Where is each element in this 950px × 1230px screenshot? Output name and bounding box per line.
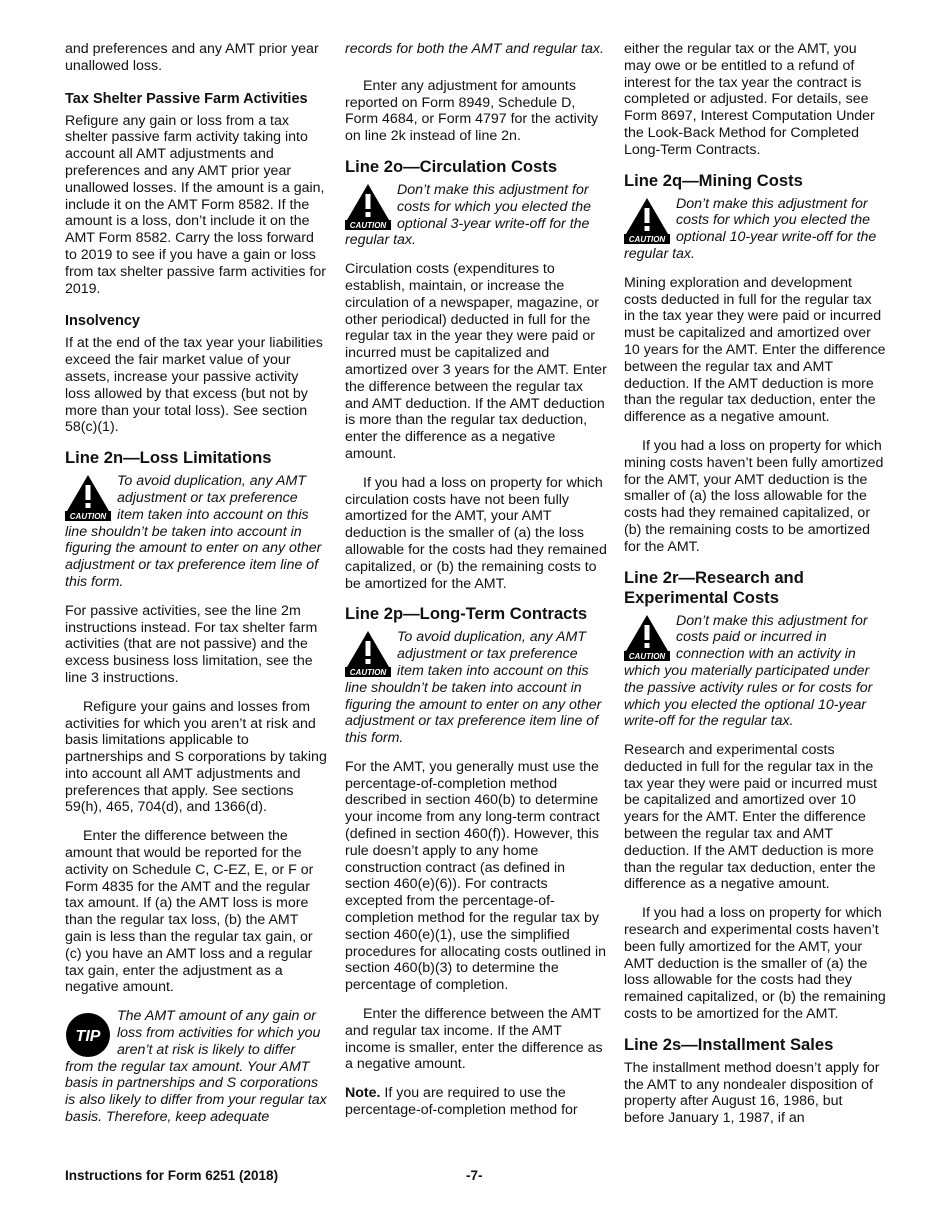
paragraph: Refigure your gains and losses from activities for which you aren’t at risk and basis limitations applicable to partnerships and S corporations by taking into account all AMT adjustments and preferences that apply. See sections 59(h), 465, 704(d), and 1366(d).: [65, 698, 327, 816]
paragraph: For passive activities, see the line 2m instructions instead. For tax shelter farm activities (that are not passive) and the excess business loss limitation, see the line 3 instructions.: [65, 602, 318, 686]
caution-icon: [345, 182, 391, 230]
caution-note: CAUTION Don’t make this adjustment for costs paid or incurred in connection with an activity in which you materially participated under the passive activity rules or for costs for which you elected the optional 10-year write-off for the regular tax.: [624, 612, 873, 730]
caution-note: CAUTION Don’t make this adjustment for costs for which you elected the optional 3-year write-off for the regular tax.: [345, 181, 591, 249]
paragraph: records for both the AMT and regular tax.: [345, 41, 604, 57]
heading-line-2q: Line 2q—Mining Costs: [624, 170, 803, 190]
column-1: [65, 41, 327, 1126]
heading-line-2s: Line 2s—Installment Sales: [624, 1034, 834, 1054]
caution-note: CAUTION To avoid duplication, any AMT adjustment or tax preference item taken into account on this line shouldn’t be taken into account in figuring the amount to enter on any other adjustment or tax preference item line of this form.: [65, 473, 322, 590]
caution-note: CAUTION Don’t make this adjustment for costs for which you elected the optional 10-year write-off for the regular tax.: [624, 195, 877, 262]
caution-label: CAUTION: [349, 220, 387, 230]
caution-label: CAUTION: [349, 668, 387, 678]
caution-label: CAUTION: [69, 512, 107, 522]
paragraph: either the regular tax or the AMT, you may owe or be entitled to a refund of interest for the tax year the contract is completed or adjusted. For details, see Form 8697, Interest Computation Under the Look-Back Method for Completed Long-Term Contracts.: [624, 41, 875, 158]
paragraph: The installment method doesn’t apply for the AMT to any nondealer disposition of property after August 16, 1986, but before January 1, 1987, if an: [624, 1059, 880, 1127]
heading-line-2r: Line 2r—Research and Experimental Costs: [624, 567, 804, 607]
paragraph: Mining exploration and development costs deducted in full for the regular tax in the tax year they were paid or incurred must be capitalized and amortized over 10 years for the AMT. Enter the difference between the regular tax and AMT deduction. If the AMT deduction is more than the regular tax deduction, enter the difference as a negative amount.: [624, 274, 886, 426]
paragraph: Circulation costs (expenditures to establish, maintain, or increase the circulation of a newspaper, magazine, or other periodical) deducted in full for the regular tax in the year they were paid or incurred must be capitalized and amortized over 3 years for the AMT. Enter the difference between the regular tax and AMT deduction. If the AMT deduction is more than the regular tax deduction, enter the difference as a negative amount.: [345, 261, 607, 462]
page-number: -7-: [466, 1168, 483, 1183]
footer-form-title: Instructions for Form 6251 (2018): [65, 1168, 279, 1183]
caution-icon: [624, 613, 670, 661]
caution-label: CAUTION: [628, 651, 666, 661]
paragraph: Refigure any gain or loss from a tax shelter passive farm activity taking into account all AMT adjustments and preferences and any AMT prior year unallowed losses. If the amount is a gain, include it on the AMT Form 8582. If the amount is a loss, don’t include it on the AMT Form 8582. Carry the loss forward to 2019 to see if you have a gain or loss from tax shelter passive farm activities for 2019.: [65, 112, 326, 297]
heading-tax-shelter: Tax Shelter Passive Farm Activities: [65, 90, 308, 107]
paragraph: If you had a loss on property for which research and experimental costs haven’t been fully amortized for the AMT, your AMT deduction is the smaller of (a) the loss allowable for the costs had they remained capitalized, or (b) the remaining costs to be amortized for the AMT.: [624, 905, 886, 1023]
paragraph: and preferences and any AMT prior year unallowed loss.: [65, 41, 319, 74]
paragraph: If at the end of the tax year your liabilities exceed the fair market value of your assets, increase your passive activity loss allowed by that excess (but not by more than your total loss). See section 58(c)(1).: [65, 335, 323, 436]
paragraph: Research and experimental costs deducted in full for the regular tax in the tax year they were paid or incurred must be capitalized and amortized over 10 years for the AMT. Enter the difference between the regular tax and AMT deduction. If the AMT deduction is more than the regular tax deduction, enter the difference as a negative amount.: [624, 742, 878, 893]
column-3: [624, 41, 886, 1127]
paragraph: If you had a loss on property for which circulation costs have not been fully amortized for the AMT, your AMT deduction is the smaller of (a) the loss allowable for the costs had they remained capitalized, or (b) the remaining costs to be amortized for the AMT.: [345, 474, 607, 592]
paragraph: Enter the difference between the amount that would be reported for the activity on Schedule C, C-EZ, E, or F or Form 4835 for the AMT and the regular tax amount. If (a) the AMT loss is more than the regular tax loss, (b) the AMT gain is less than the regular tax gain, or (c) you have an AMT loss and a regular tax gain, enter the adjustment as a negative amount.: [65, 828, 314, 996]
tip-note: TIP The AMT amount of any gain or loss from activities for which you aren’t at risk is likely to differ from the regular tax amount. Your AMT basis in partnerships and S corporations is also likely to differ from your regular tax basis. Therefore, keep adequate: [65, 1008, 327, 1126]
column-2: [345, 41, 607, 1119]
caution-note: CAUTION To avoid duplication, any AMT adjustment or tax preference item taken into account on this line shouldn’t be taken into account in figuring the amount to enter on any other adjustment or tax preference item line of this form.: [345, 629, 602, 747]
note-label: Note.: [345, 1085, 381, 1102]
caution-icon: [65, 473, 111, 521]
caution-icon: [624, 196, 670, 244]
heading-insolvency: Insolvency: [65, 313, 140, 330]
heading-line-2o: Line 2o—Circulation Costs: [345, 156, 558, 176]
paragraph: Enter any adjustment for amounts reported on Form 8949, Schedule D, Form 4684, or Form 4797 for the activity on line 2k instead of line 2n.: [345, 77, 599, 145]
tip-label: TIP: [75, 1028, 101, 1046]
caution-label: CAUTION: [628, 234, 666, 244]
heading-line-2p: Line 2p—Long-Term Contracts: [345, 604, 588, 624]
paragraph: Enter the difference between the AMT and regular tax income. If the AMT income is smaller, enter the difference as a negative amount.: [345, 1006, 603, 1073]
caution-icon: [345, 629, 391, 677]
note-paragraph: Note. If you are required to use the percentage-of-completion method for: [345, 1085, 578, 1119]
heading-line-2n: Line 2n—Loss Limitations: [65, 448, 272, 468]
tip-icon: [65, 1012, 111, 1058]
paragraph: For the AMT, you generally must use the percentage-of-completion method described in section 460(b) to determine your income from any long-term contract (defined in section 460(f)). However, this rule doesn’t apply to any home construction contract (as defined in section 460(e)(6)). For contracts excepted from the percentage-of-completion method for the regular tax by section 460(e)(1), use the simplified procedures for allocating costs outlined in section 460(b)(3) to determine the percentage of completion.: [345, 758, 607, 994]
paragraph: If you had a loss on property for which mining costs haven’t been fully amortized for the AMT, your AMT deduction is the smaller of (a) the loss allowable for the costs had they remained capitalized, or (b) the remaining costs to be amortized for the AMT.: [624, 437, 884, 555]
